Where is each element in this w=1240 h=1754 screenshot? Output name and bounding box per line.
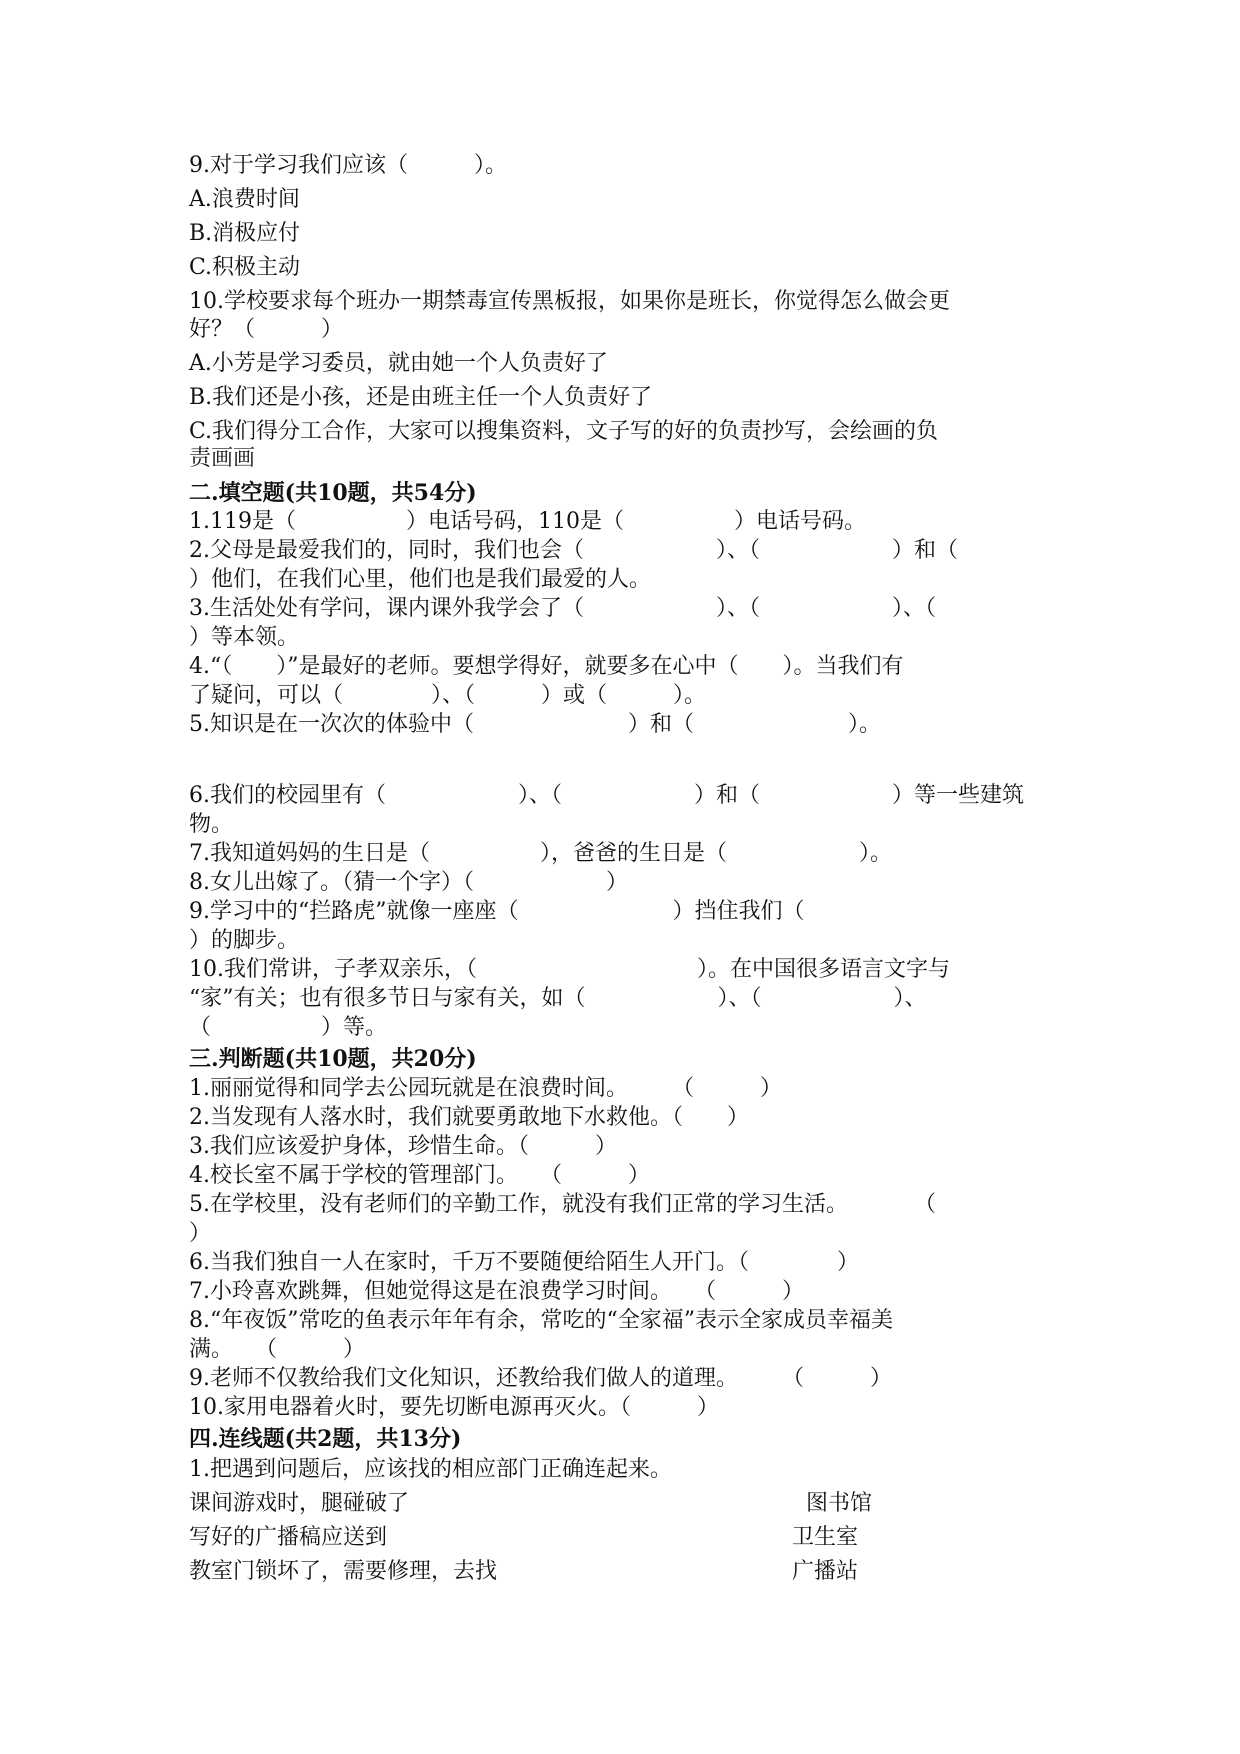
fill-line: ）等本领。 (189, 625, 300, 650)
fill-line: 3.生活处处有学问，课内课外我学会了（ ）、（ ）、（ (189, 596, 936, 621)
judge-line: 3.我们应该爱护身体，珍惜生命。（ ） (189, 1134, 617, 1159)
match-left-item: 课间游戏时，腿碰破了 (189, 1491, 410, 1516)
fill-line: （ ）等。 (189, 1015, 388, 1040)
choice-q9-option-a: A.浪费时间 (189, 187, 300, 212)
match-question: 1.把遇到问题后，应该找的相应部门正确连起来。 (189, 1457, 672, 1482)
judge-line: 9.老师不仅教给我们文化知识，还教给我们做人的道理。 （ ） (189, 1366, 892, 1391)
judge-line: 1.丽丽觉得和同学去公园玩就是在浪费时间。 （ ） (189, 1076, 782, 1101)
judge-line: 7.小玲喜欢跳舞，但她觉得这是在浪费学习时间。 （ ） (189, 1279, 804, 1304)
judge-line: 5.在学校里，没有老师们的辛勤工作，就没有我们正常的学习生活。 （ (189, 1192, 936, 1217)
choice-q9-option-c: C.积极主动 (189, 255, 301, 280)
match-right-item: 广播站 (792, 1559, 859, 1584)
match-right-item: 卫生室 (792, 1525, 859, 1550)
choice-q10-option-c-line1: C.我们得分工合作，大家可以搜集资料，文子写的好的负责抄写，会绘画的负 (189, 419, 939, 444)
fill-line: 8.女儿出嫁了。（猜一个字）（ ） (189, 870, 628, 895)
choice-q10-stem-line2: 好？（ ） (189, 317, 344, 342)
fill-line: 7.我知道妈妈的生日是（ ），爸爸的生日是（ ）。 (189, 841, 892, 866)
match-left-item: 写好的广播稿应送到 (189, 1525, 388, 1550)
judge-line: 满。 （ ） (189, 1337, 366, 1362)
judge-line: 6.当我们独自一人在家时，千万不要随便给陌生人开门。（ ） (189, 1250, 859, 1275)
choice-q10-option-a: A.小芳是学习委员，就由她一个人负责好了 (189, 351, 608, 376)
choice-q9-option-b: B.消极应付 (189, 221, 301, 246)
judge-line: 4.校长室不属于学校的管理部门。 （ ） (189, 1163, 650, 1188)
fill-line: 10.我们常讲，子孝双亲乐，（ ）。在中国很多语言文字与 (189, 957, 950, 982)
judge-line: 2.当发现有人落水时，我们就要勇敢地下水救他。（ ） (189, 1105, 749, 1130)
fill-line: 5.知识是在一次次的体验中（ ）和（ ）。 (189, 712, 881, 737)
match-right-item: 图书馆 (806, 1491, 873, 1516)
fill-line: ）的脚步。 (189, 928, 300, 953)
fill-line: 2.父母是最爱我们的，同时，我们也会（ ）、（ ）和（ (189, 538, 958, 563)
fill-line: 9.学习中的“拦路虎”就像一座座（ ）挡住我们（ (189, 899, 805, 924)
fill-line: ）他们，在我们心里，他们也是我们最爱的人。 (189, 567, 652, 592)
section3-heading: 三.判断题(共10题，共20分) (189, 1046, 477, 1072)
choice-q10-stem-line1: 10.学校要求每个班办一期禁毒宣传黑板报，如果你是班长，你觉得怎么做会更 (189, 289, 950, 314)
choice-q10-option-b: B.我们还是小孩，还是由班主任一个人负责好了 (189, 385, 653, 410)
judge-line: 10.家用电器着火时，要先切断电源再灭火。（ ） (189, 1395, 719, 1420)
fill-line: 物。 (189, 812, 234, 837)
fill-line: “家”有关；也有很多节日与家有关，如（ ）、（ ）、 (189, 986, 927, 1011)
match-left-item: 教室门锁坏了，需要修理，去找 (189, 1559, 498, 1584)
section2-heading: 二.填空题(共10题，共54分) (189, 480, 477, 506)
section4-heading: 四.连线题(共2题，共13分) (189, 1426, 462, 1452)
fill-line: 6.我们的校园里有（ ）、（ ）和（ ）等一些建筑 (189, 783, 1024, 808)
choice-q10-option-c-line2: 责画画 (189, 446, 256, 471)
fill-line: 4.“（ ）”是最好的老师。要想学得好，就要多在心中（ ）。当我们有 (189, 654, 904, 679)
judge-line: ） (189, 1221, 212, 1246)
fill-line: 了疑问，可以（ ）、（ ）或（ ）。 (189, 683, 707, 708)
choice-q9-stem: 9.对于学习我们应该（ ）。 (189, 153, 507, 178)
fill-line: 1.119是（ ）电话号码，110是（ ）电话号码。 (189, 509, 866, 534)
judge-line: 8.“年夜饭”常吃的鱼表示年年有余，常吃的“全家福”表示全家成员幸福美 (189, 1308, 893, 1333)
